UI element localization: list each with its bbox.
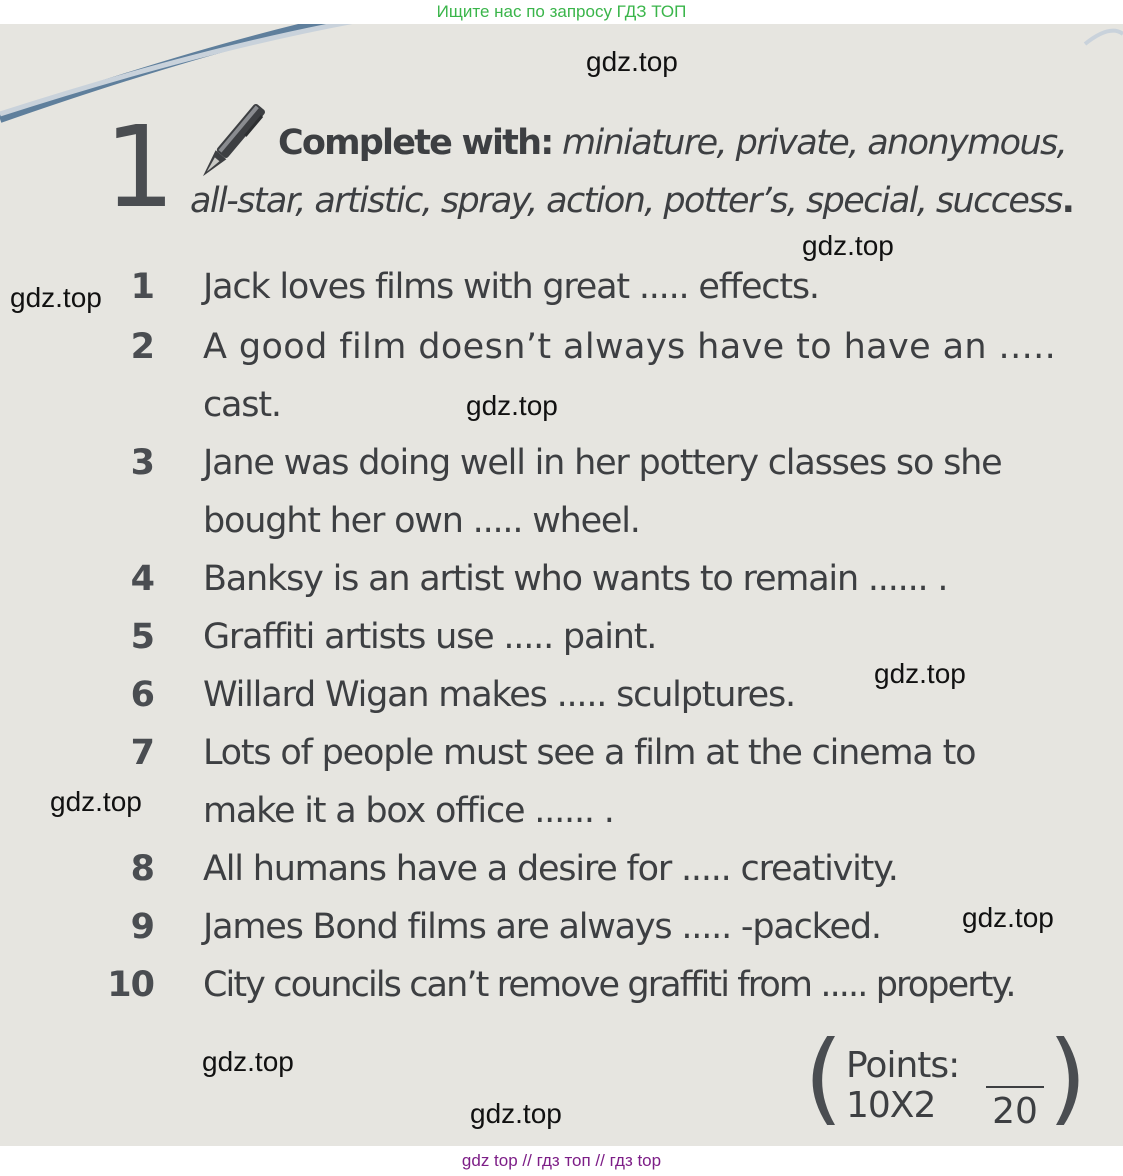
- points-open-paren: (: [804, 1019, 844, 1136]
- item-number: 6: [130, 675, 154, 715]
- word-list-end: .: [1061, 181, 1074, 221]
- watermark: gdz.top: [962, 902, 1054, 933]
- watermark: gdz.top: [874, 658, 966, 689]
- item-text: All humans have a desire for ..... creativity.: [203, 849, 898, 889]
- item-text: Graffiti artists use ..... paint.: [203, 617, 657, 657]
- item-number: 4: [130, 559, 154, 599]
- item-text: Lots of people must see a film at the cinema to: [203, 733, 976, 773]
- item-number: 3: [130, 443, 154, 483]
- item-text: A good film doesn’t always have to have an .....: [203, 327, 1057, 367]
- watermark: gdz.top: [10, 282, 102, 313]
- textbook-page: [0, 24, 1123, 1146]
- points-box: [804, 1019, 1088, 1144]
- item-number: 5: [130, 617, 154, 657]
- bottom-footer: [0, 1146, 1123, 1176]
- watermark: gdz.top: [586, 46, 678, 77]
- watermark: gdz.top: [202, 1046, 294, 1077]
- word-list-line-1: miniature, private, anonymous,: [561, 123, 1067, 163]
- item-text: cast.: [203, 385, 281, 425]
- watermark: gdz.top: [802, 230, 894, 261]
- item-number: 9: [130, 907, 154, 947]
- exercise-number: 1: [104, 103, 172, 233]
- decorative-curve-right: [1085, 31, 1123, 44]
- top-banner-text: Ищите нас по запросу ГДЗ ТОП: [436, 2, 687, 21]
- points-label: Points:: [846, 1045, 960, 1086]
- item-number: 1: [130, 267, 154, 307]
- points-formula: 10X2: [846, 1085, 936, 1126]
- item-number: 7: [130, 733, 154, 773]
- footer-text: gdz top // гдз топ // гдз top: [461, 1151, 662, 1170]
- item-text: make it a box office ...... .: [203, 791, 614, 831]
- item-text: Jack loves films with great ..... effects.: [203, 267, 819, 307]
- item-text: bought her own ..... wheel.: [203, 501, 640, 541]
- item-number: 10: [107, 965, 154, 1005]
- item-text: James Bond films are always ..... -packed.: [203, 907, 881, 947]
- item-text: Jane was doing well in her pottery classes so she: [203, 443, 1002, 483]
- word-list-line-2: all-star, artistic, spray, action, potter’s, special, success: [190, 181, 1062, 221]
- instruction-lead: Complete with:: [278, 123, 553, 163]
- points-total: 20: [992, 1091, 1038, 1132]
- item-number: 2: [130, 327, 154, 367]
- item-number: 8: [130, 849, 154, 889]
- top-banner: [0, 0, 1123, 24]
- watermark: gdz.top: [50, 786, 142, 817]
- watermark: gdz.top: [470, 1098, 562, 1129]
- item-text: Banksy is an artist who wants to remain ...... .: [203, 559, 948, 599]
- points-fraction-line: [986, 1086, 1044, 1088]
- item-text: Willard Wigan makes ..... sculptures.: [203, 675, 795, 715]
- points-close-paren: ): [1048, 1019, 1088, 1136]
- item-text: City councils can’t remove graffiti from ..... property.: [203, 965, 1015, 1005]
- exercise-instruction: [190, 114, 1090, 230]
- watermark: gdz.top: [466, 390, 558, 421]
